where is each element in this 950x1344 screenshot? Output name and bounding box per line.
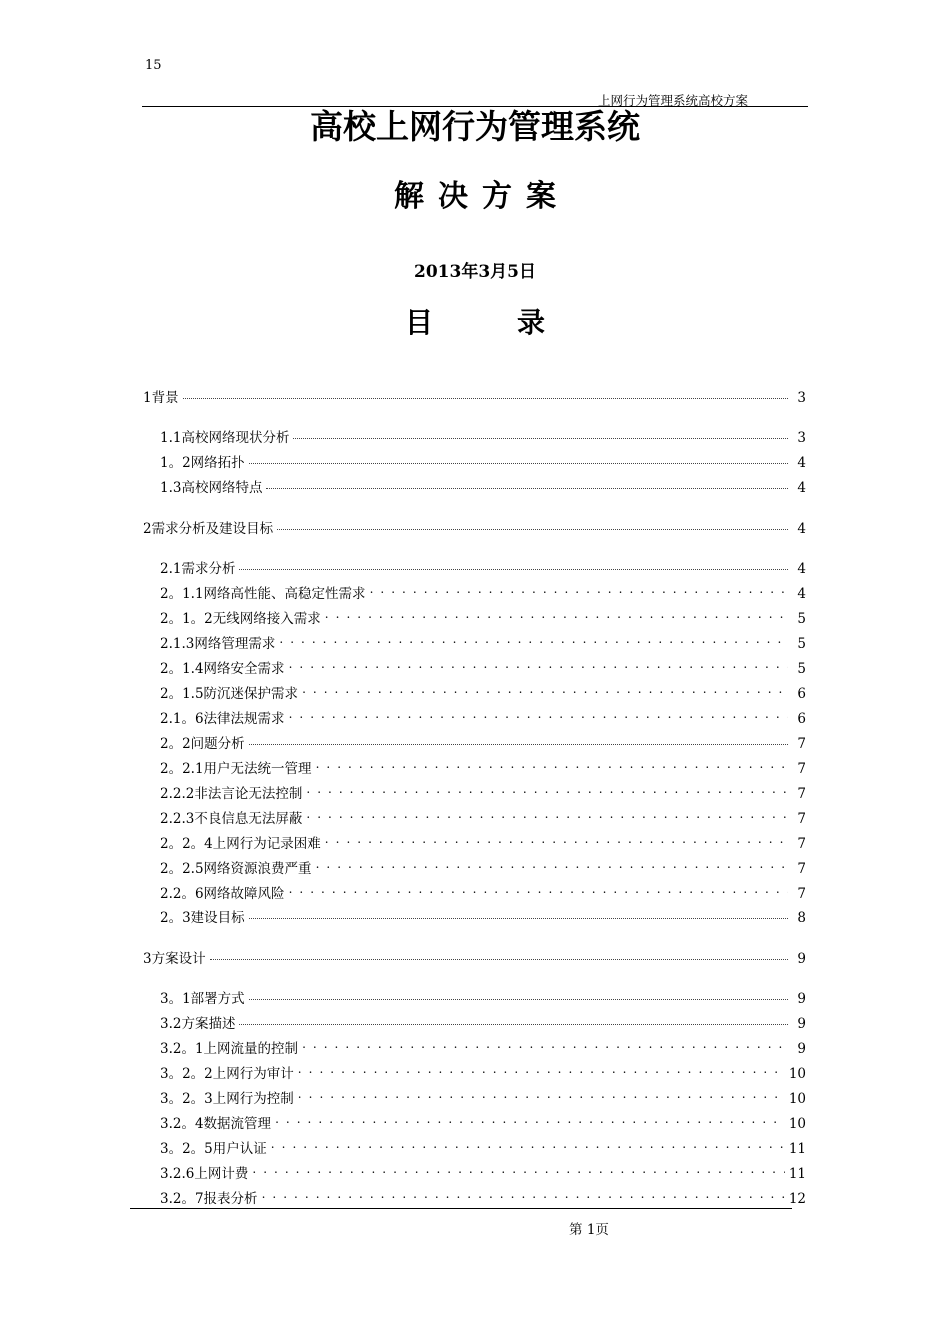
toc-entry-page: 4 <box>797 480 806 496</box>
toc-entry-page: 7 <box>797 861 806 877</box>
toc-entry-label: 2需求分析及建设目标 <box>143 521 274 537</box>
toc-entry-page: 7 <box>797 736 806 752</box>
toc-leader <box>302 684 788 698</box>
toc-entry-page: 10 <box>788 1066 806 1082</box>
toc-entry-label: 2.1.3网络管理需求 <box>160 636 276 652</box>
toc-entry-page: 7 <box>797 811 806 827</box>
toc-leader <box>289 659 788 673</box>
toc-entry-label: 1.1高校网络现状分析 <box>160 430 290 446</box>
toc-leader <box>210 945 788 960</box>
toc-entry-label: 3。2。2上网行为审计 <box>160 1066 294 1082</box>
toc-entry[interactable] <box>160 707 806 727</box>
toc-leader <box>316 859 788 873</box>
toc-entry-label: 2。2问题分析 <box>160 736 245 752</box>
toc-leader <box>271 1139 785 1153</box>
toc-entry[interactable] <box>160 882 806 902</box>
toc-leader <box>302 1039 788 1053</box>
toc-entry[interactable] <box>160 682 806 702</box>
toc-entry[interactable] <box>160 1012 806 1032</box>
toc-entry[interactable] <box>160 1187 806 1207</box>
toc-entry-page: 12 <box>788 1191 806 1207</box>
toc-entry-page: 5 <box>797 636 806 652</box>
toc-leader <box>277 515 788 530</box>
toc-leader <box>325 609 788 623</box>
toc-entry-label: 2。1.1网络高性能、高稳定性需求 <box>160 586 366 602</box>
toc-entry-page: 11 <box>788 1141 806 1157</box>
toc-heading-left: 目 <box>404 306 433 339</box>
toc-entry-page: 4 <box>797 586 806 602</box>
toc-leader <box>279 634 788 648</box>
toc-entry-label: 2。2.5网络资源浪费严重 <box>160 861 312 877</box>
toc-entry-page: 10 <box>788 1091 806 1107</box>
toc-entry-label: 2。2。4上网行为记录困难 <box>160 836 321 852</box>
toc-entry-label: 2。1.5防沉迷保护需求 <box>160 686 299 702</box>
toc-leader <box>275 1114 785 1128</box>
toc-entry-label: 2.2。6网络故障风险 <box>160 886 285 902</box>
toc-entry[interactable] <box>160 451 806 471</box>
toc-entry-page: 7 <box>797 761 806 777</box>
toc-entry-label: 3.2。1上网流量的控制 <box>160 1041 299 1057</box>
toc-entry-label: 2.2.2非法言论无法控制 <box>160 786 303 802</box>
toc-entry[interactable] <box>160 906 806 926</box>
toc-leader <box>183 384 788 399</box>
toc-entry-page: 6 <box>797 711 806 727</box>
toc-leader <box>249 730 788 745</box>
toc-entry-page: 6 <box>797 686 806 702</box>
toc-leader <box>262 1189 785 1203</box>
toc-entry[interactable] <box>160 657 806 677</box>
toc-entry-page: 4 <box>797 521 806 537</box>
toc-leader <box>239 1010 788 1025</box>
page-footer: 第 1页 <box>569 1222 609 1238</box>
toc-entry-page: 5 <box>797 611 806 627</box>
document-title: 高校上网行为管理系统 <box>310 107 640 146</box>
toc-entry-label: 3.2。4数据流管理 <box>160 1116 272 1132</box>
toc-entry-page: 9 <box>797 951 806 967</box>
toc-entry[interactable] <box>160 632 806 652</box>
footer-rule <box>130 1208 792 1209</box>
document-date: 2013年3月5日 <box>414 262 536 282</box>
toc-entry[interactable] <box>143 386 806 406</box>
toc-entry[interactable] <box>143 947 806 967</box>
toc-entry-page: 7 <box>797 786 806 802</box>
toc-entry-page: 5 <box>797 661 806 677</box>
toc-entry[interactable] <box>160 1087 806 1107</box>
toc-entry[interactable] <box>143 517 806 537</box>
toc-entry[interactable] <box>160 987 806 1007</box>
toc-entry-label: 2.1。6法律法规需求 <box>160 711 285 727</box>
running-header: 上网行为管理系统高校方案 <box>598 93 749 108</box>
toc-leader <box>306 784 788 798</box>
toc-entry[interactable] <box>160 607 806 627</box>
toc-entry-label: 3.2。7报表分析 <box>160 1191 258 1207</box>
toc-entry-label: 3.2.6上网计费 <box>160 1166 249 1182</box>
toc-leader <box>298 1064 785 1078</box>
toc-entry[interactable] <box>160 807 806 827</box>
toc-entry[interactable] <box>160 1062 806 1082</box>
toc-entry-page: 9 <box>797 1016 806 1032</box>
toc-leader <box>239 555 788 570</box>
toc-entry-label: 2。1.4网络安全需求 <box>160 661 285 677</box>
toc-entry-page: 7 <box>797 886 806 902</box>
toc-entry-page: 9 <box>797 991 806 1007</box>
toc-entry-page: 10 <box>788 1116 806 1132</box>
toc-entry-label: 2.2.3不良信息无法屏蔽 <box>160 811 303 827</box>
toc-entry-page: 9 <box>797 1041 806 1057</box>
toc-leader <box>293 424 788 439</box>
toc-entry-label: 2。1。2无线网络接入需求 <box>160 611 321 627</box>
toc-leader <box>249 985 788 1000</box>
toc-entry-label: 2.1需求分析 <box>160 561 236 577</box>
toc-entry-page: 11 <box>788 1166 806 1182</box>
toc-entry-label: 3方案设计 <box>143 951 206 967</box>
toc-entry[interactable] <box>160 557 806 577</box>
toc-entry[interactable] <box>160 1137 806 1157</box>
toc-entry[interactable] <box>160 757 806 777</box>
toc-leader <box>249 449 788 464</box>
toc-entry-label: 3。2。5用户认证 <box>160 1141 267 1157</box>
toc-leader <box>306 809 788 823</box>
toc-entry-label: 2。3建设目标 <box>160 910 245 926</box>
toc-entry[interactable] <box>160 1162 806 1182</box>
toc-entry-label: 2。2.1用户无法统一管理 <box>160 761 312 777</box>
toc-entry-page: 3 <box>797 430 806 446</box>
toc-leader <box>325 834 788 848</box>
toc-entry-page: 7 <box>797 836 806 852</box>
toc-entry[interactable] <box>160 857 806 877</box>
toc-entry-label: 1背景 <box>143 390 179 406</box>
toc-leader <box>298 1089 785 1103</box>
toc-heading-right: 录 <box>517 306 546 339</box>
toc-leader <box>289 709 788 723</box>
toc-leader <box>370 584 788 598</box>
toc-leader <box>266 474 788 489</box>
toc-entry-label: 3。1部署方式 <box>160 991 245 1007</box>
toc-entry[interactable] <box>160 1112 806 1132</box>
toc-entry[interactable] <box>160 1037 806 1057</box>
toc-entry[interactable] <box>160 832 806 852</box>
toc-entry-label: 1。2网络拓扑 <box>160 455 245 471</box>
toc-entry-page: 3 <box>797 390 806 406</box>
toc-leader <box>316 759 788 773</box>
toc-entry-page: 8 <box>797 910 806 926</box>
toc-leader <box>289 884 788 898</box>
toc-entry-label: 1.3高校网络特点 <box>160 480 263 496</box>
toc-entry-label: 3.2方案描述 <box>160 1016 236 1032</box>
document-subtitle: 解决方案 <box>394 179 570 214</box>
toc-leader <box>249 904 788 919</box>
toc-entry-page: 4 <box>797 455 806 471</box>
toc-heading <box>0 301 950 341</box>
toc-entry-label: 3。2。3上网行为控制 <box>160 1091 294 1107</box>
toc-entry[interactable] <box>160 582 806 602</box>
toc-entry[interactable] <box>160 732 806 752</box>
page-number-top: 15 <box>145 58 162 73</box>
toc-entry-page: 4 <box>797 561 806 577</box>
toc-entry[interactable] <box>160 476 806 496</box>
toc-entry[interactable] <box>160 426 806 446</box>
toc-leader <box>252 1164 784 1178</box>
toc-entry[interactable] <box>160 782 806 802</box>
